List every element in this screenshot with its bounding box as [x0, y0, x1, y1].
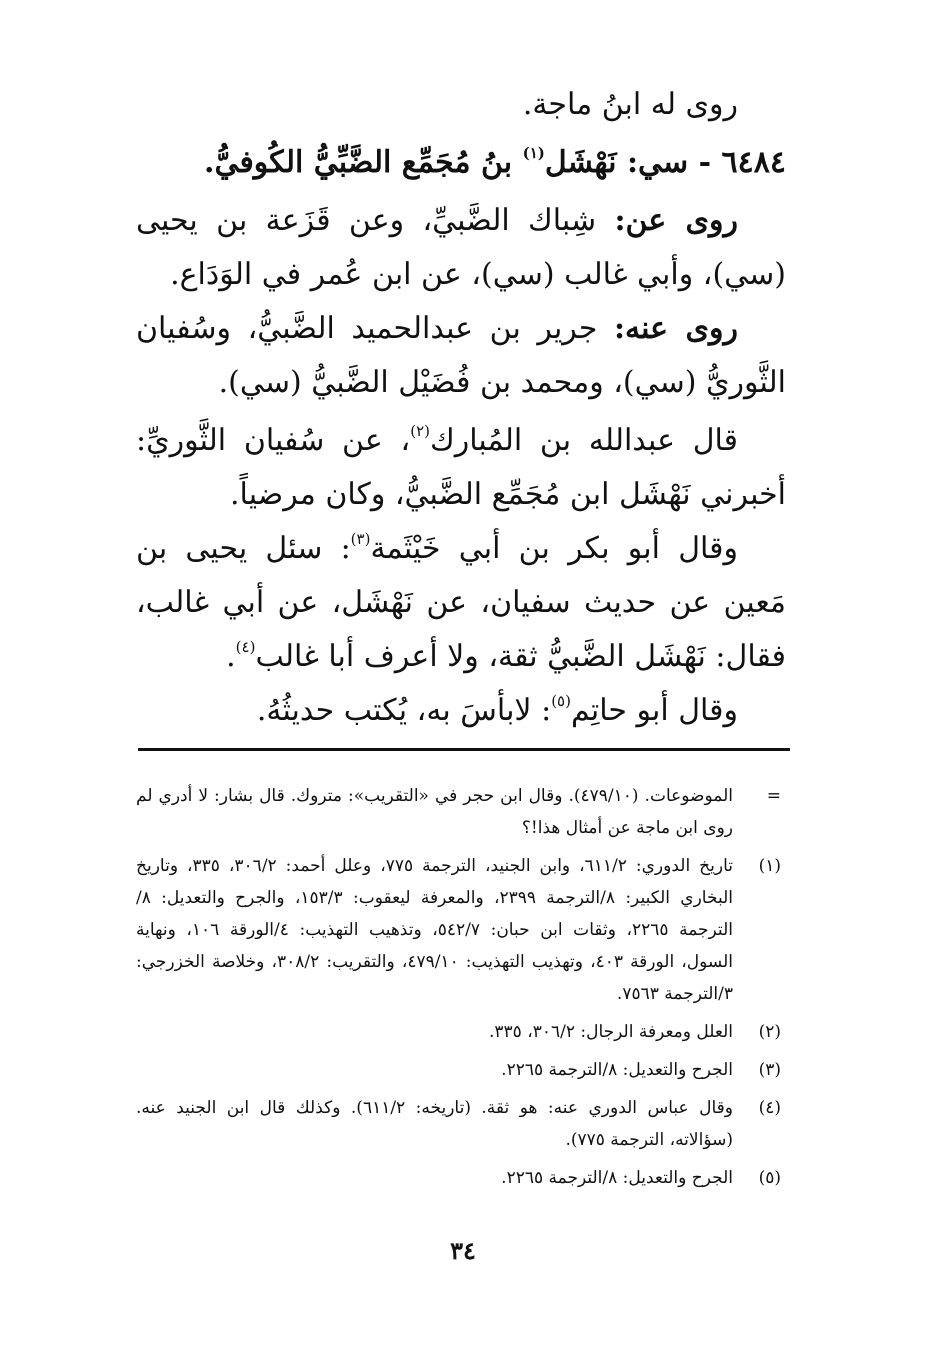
page-number: ٣٤	[450, 1236, 476, 1265]
paragraph-rawa-an	[136, 194, 786, 302]
text-q3-b: : لابأسَ به، يُكتب حديثُهُ.	[256, 693, 552, 728]
text-q1-b: ، عن سُفيان الثَّوريِّ: أخبرني نَهْشَل ابن مُجَمِّع الضَّبيُّ، وكان مرضياً.	[136, 423, 786, 512]
text-rawa-anhu: جرير بن عبدالحميد الضَّبيُّ، وسُفيان الثَّوريُّ (سي)، ومحمد بن فُضَيْل الضَّبيُّ (سي).	[136, 311, 786, 400]
text-ibn-majah: روى له ابنُ ماجة.	[522, 87, 738, 122]
footnote-5	[136, 1162, 781, 1194]
paragraph-ibn-al-mubarak	[136, 414, 786, 522]
text-rawa-an: شِباك الضَّبيِّ، وعن قَزَعة بن يحيى (سي)، وأبي غالب (سي)، عن ابن عُمر في الوَدَاع.	[136, 203, 786, 292]
text-q2-c: .	[226, 639, 236, 674]
label-rawa-an: روى عن:	[614, 203, 738, 238]
text-q3-a: وقال أبو حاتِم	[570, 693, 738, 728]
footnote-ref-1: (١)	[522, 144, 545, 162]
footnote-number: (٥)	[758, 1168, 781, 1188]
footnote-1	[136, 850, 781, 1010]
entry-heading	[136, 136, 786, 190]
footnote-text: الموضوعات. (٤٧٩/١٠). وقال ابن حجر في «التقريب»: متروك. قال بشار: لا أدري لم روى ابن ماجة عن أمثال هذا!؟	[136, 786, 733, 838]
footnote-ref-5: (٥)	[551, 692, 571, 710]
footnote-ref-4: (٤)	[235, 638, 256, 656]
text-q2-b: : سئل يحيى بن مَعين عن حديث سفيان، عن نَهْشَل، عن أبي غالب، فقال: نَهْشَل الضَّبيُّ ثقة، ولا أعرف أبا غالب	[136, 531, 786, 674]
text-q1-a: قال عبدالله بن المُبارك	[429, 423, 738, 458]
footnote-3	[136, 1054, 781, 1086]
footnote-number: (٣)	[758, 1060, 781, 1080]
footnote-separator	[138, 748, 790, 751]
footnote-ref-2: (٢)	[410, 422, 430, 440]
footnote-text: الجرح والتعديل: ٨/الترجمة ٢٢٦٥.	[501, 1168, 733, 1188]
paragraph-ibn-majah	[136, 78, 786, 132]
label-rawa-anhu: روى عنه:	[613, 311, 738, 346]
footnote-continuation	[136, 780, 781, 844]
footnote-4	[136, 1092, 781, 1156]
entry-head: ٦٤٨٤ - سي: نَهْشَل	[544, 145, 786, 180]
footnote-marker: =	[766, 786, 781, 806]
footnote-2	[136, 1016, 781, 1048]
footnote-number: (٤)	[758, 1098, 781, 1118]
footnotes	[136, 780, 781, 1200]
paragraph-abu-hatim	[136, 684, 786, 738]
entry-rest: بنُ مُجَمِّع الضَّبِّيُّ الكُوفيُّ.	[204, 145, 523, 180]
footnote-text: تاريخ الدوري: ٦١١/٢، وابن الجنيد، الترجمة ٧٧٥، وعلل أحمد: ٣٠٦/٢، ٣٣٥، وتاريخ البخاري الكبير: ٨/الترجمة ٢٣٩٩، والمعرفة ليعقوب: ١٥٣/٣، والجرح والتعديل: ٨/الترجمة ٢٢٦٥، وثقات ابن حبان: ٥٤٢/٧، وتذهيب التهذيب: ٤/الورقة ١٠٦، ونهاية السول، الورقة ٤٠٣، وتهذيب التهذيب: ٤٧٩/١٠، والتقريب: ٣٠٨/٢، وخلاصة الخزرجي: ٣/الترجمة ٧٥٦٣.	[136, 856, 734, 1004]
footnote-number: (٢)	[758, 1022, 781, 1042]
paragraph-rawa-anhu	[136, 302, 786, 410]
footnote-number: (١)	[758, 856, 781, 876]
footnote-ref-3: (٣)	[350, 530, 371, 548]
main-text	[136, 78, 786, 738]
paragraph-abu-bakr	[136, 522, 786, 684]
footnote-text: الجرح والتعديل: ٨/الترجمة ٢٢٦٥.	[501, 1060, 733, 1080]
footnote-text: العلل ومعرفة الرجال: ٣٠٦/٢، ٣٣٥.	[489, 1022, 733, 1042]
text-q2-a: وقال أبو بكر بن أبي خَيْثَمة	[370, 531, 738, 566]
footnote-text: وقال عباس الدوري عنه: هو ثقة. (تاريخه: ٦١١/٢). وكذلك قال ابن الجنيد عنه. (سؤالاته، الترجمة ٧٧٥).	[136, 1098, 733, 1150]
